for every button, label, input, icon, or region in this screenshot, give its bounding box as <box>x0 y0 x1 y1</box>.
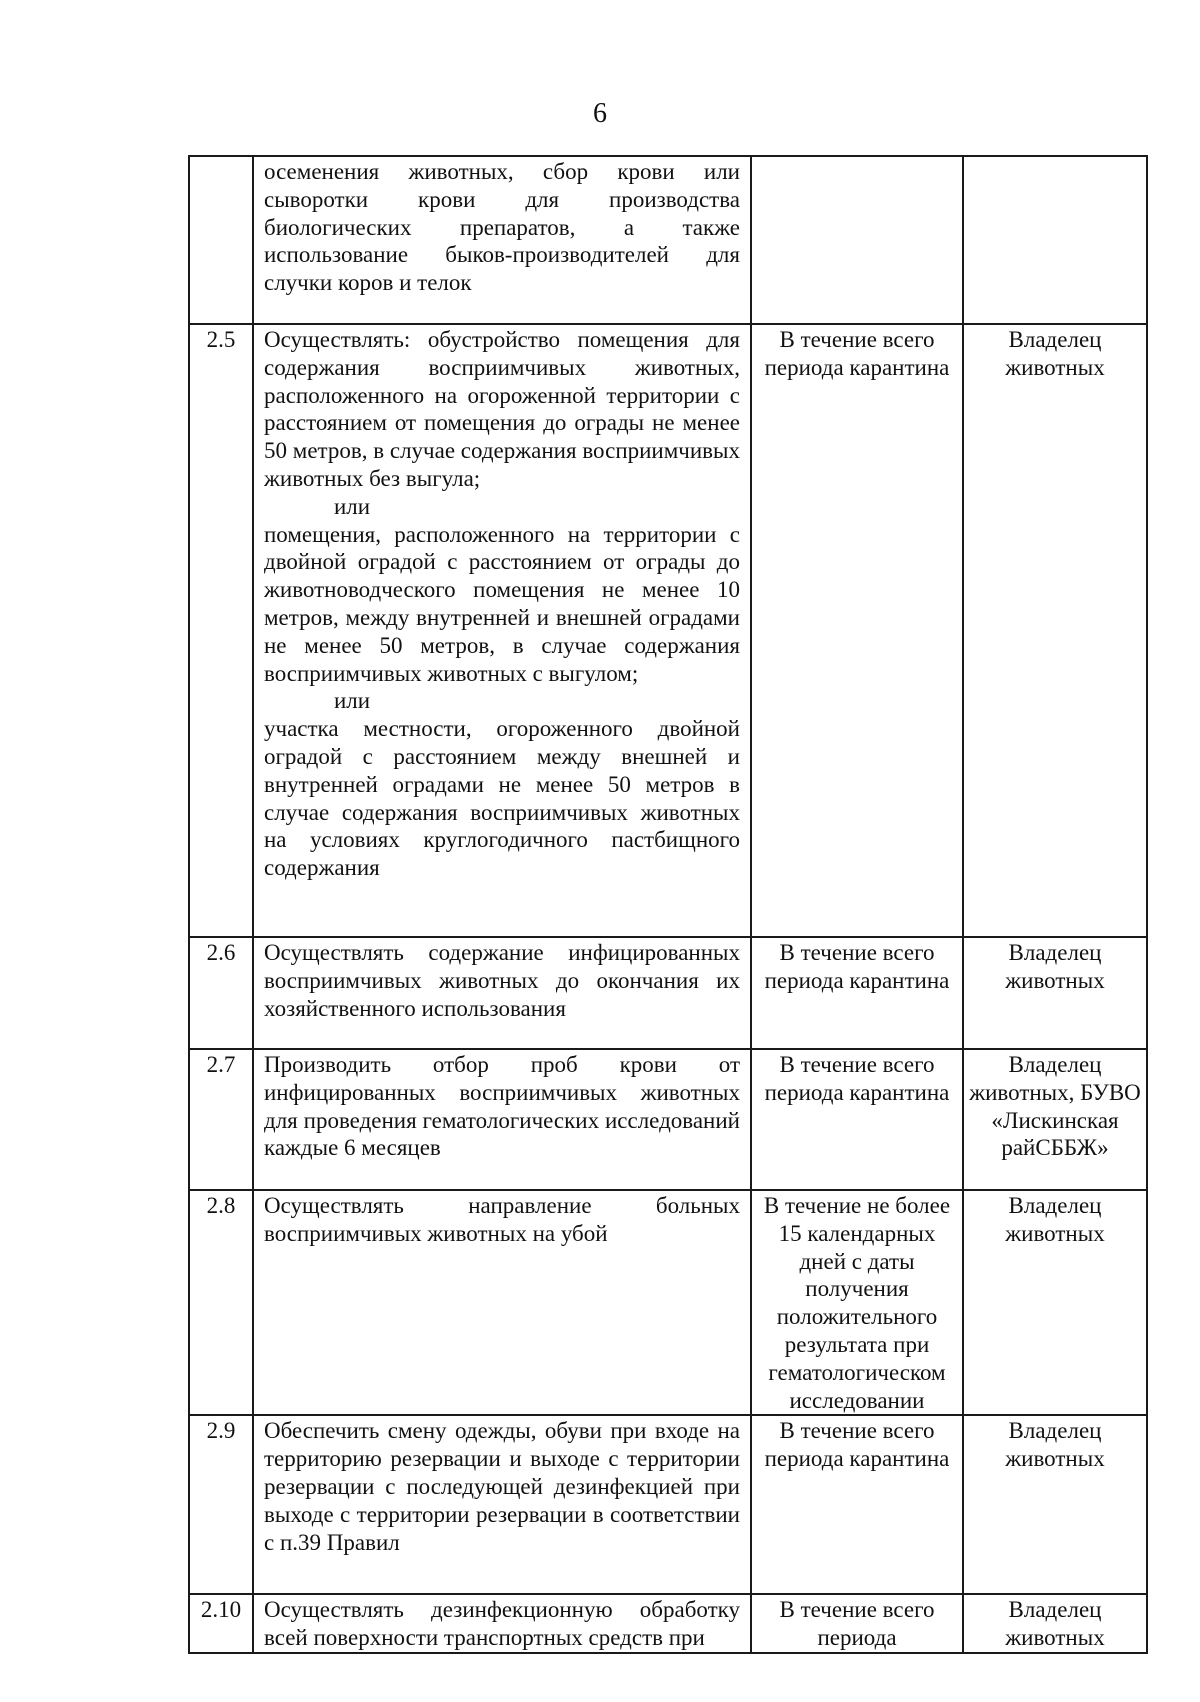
measure-text <box>253 1594 751 1653</box>
measure-text <box>253 937 751 1049</box>
responsible-cell: Владелец животных, БУВО «Лискинская райСББЖ» <box>963 1049 1147 1190</box>
term-cell: В течение всего периода карантина <box>751 324 963 937</box>
measure-paragraph: участка местности, огороженного двойной оградой с расстоянием между внешней и внутренней оградами не менее 50 метров в случае содержания восприимчивых животных на условиях круглогодичного пастбищного содержания <box>264 716 740 881</box>
table-row <box>189 1415 1147 1594</box>
measure-paragraph: Обеспечить смену одежды, обуви при входе на территорию резервации и выходе с территории резервации с последующей дезинфекцией при выходе с территории резервации в соответствии с п.39 Правил <box>264 1418 740 1555</box>
measure-paragraph: Осуществлять направление больных восприимчивых животных на убой <box>264 1193 740 1246</box>
measure-paragraph: Осуществлять дезинфекционную обработку всей поверхности транспортных средств при <box>264 1597 740 1651</box>
measure-text <box>253 1415 751 1594</box>
measure-paragraph: помещения, расположенного на территории с двойной оградой с расстоянием от ограды до животноводческого помещения не менее 10 метров, между внутренней и внешней оградами не менее 50 метров, в случае содержания восприимчивых животных с выгулом; <box>264 521 740 686</box>
table-row <box>189 1190 1147 1415</box>
measure-text <box>253 1049 751 1190</box>
responsible-cell: Владелец животных <box>963 1190 1147 1415</box>
table-row <box>189 1049 1147 1190</box>
term-cell <box>751 156 963 324</box>
responsible-cell: Владелец животных <box>963 1415 1147 1594</box>
term-cell: В течение всего периода карантина <box>751 1415 963 1594</box>
measure-paragraph: Осуществлять: обустройство помещения для содержания восприимчивых животных, расположенного на огороженной территории с расстоянием от помещения до ограды не менее 50 метров, в случае содержания восприимчивых животных без выгула; <box>264 327 740 491</box>
term-cell: В течение всего периода карантина <box>751 1049 963 1190</box>
or-separator: или <box>334 688 371 714</box>
row-number: 2.6 <box>189 937 253 1049</box>
measure-paragraph: Осуществлять содержание инфицированных восприимчивых животных до окончания их хозяйственного использования <box>264 940 740 1021</box>
responsible-cell: Владелец животных <box>963 937 1147 1049</box>
responsible-cell: Владелец животных <box>963 1594 1147 1653</box>
measure-text <box>253 156 751 324</box>
row-number: 2.8 <box>189 1190 253 1415</box>
term-cell: В течение всего периода карантина <box>751 937 963 1049</box>
measure-paragraph: осеменения животных, сбор крови или сыворотки крови для производства биологических препаратов, а также использование быков-производителей для случки коров и телок <box>264 159 740 296</box>
measures-table <box>188 155 1148 1654</box>
table-row <box>189 324 1147 937</box>
page-number: 6 <box>593 98 607 129</box>
row-number <box>189 156 253 324</box>
measure-text <box>253 1190 751 1415</box>
measure-text <box>253 324 751 937</box>
table-row <box>189 937 1147 1049</box>
table-row <box>189 1594 1147 1653</box>
table-row <box>189 156 1147 324</box>
term-cell: В течение не более 15 календарных дней с даты получения положительного результата при гематологическом исследовании <box>751 1190 963 1415</box>
term-cell: В течение всего периода <box>751 1594 963 1653</box>
row-number: 2.9 <box>189 1415 253 1594</box>
measure-paragraph: Производить отбор проб крови от инфицированных восприимчивых животных для проведения гематологических исследований каждые 6 месяцев <box>264 1052 740 1161</box>
row-number: 2.5 <box>189 324 253 937</box>
row-number: 2.7 <box>189 1049 253 1190</box>
row-number: 2.10 <box>189 1594 253 1653</box>
responsible-cell <box>963 156 1147 324</box>
responsible-cell: Владелец животных <box>963 324 1147 937</box>
or-separator: или <box>334 493 371 519</box>
